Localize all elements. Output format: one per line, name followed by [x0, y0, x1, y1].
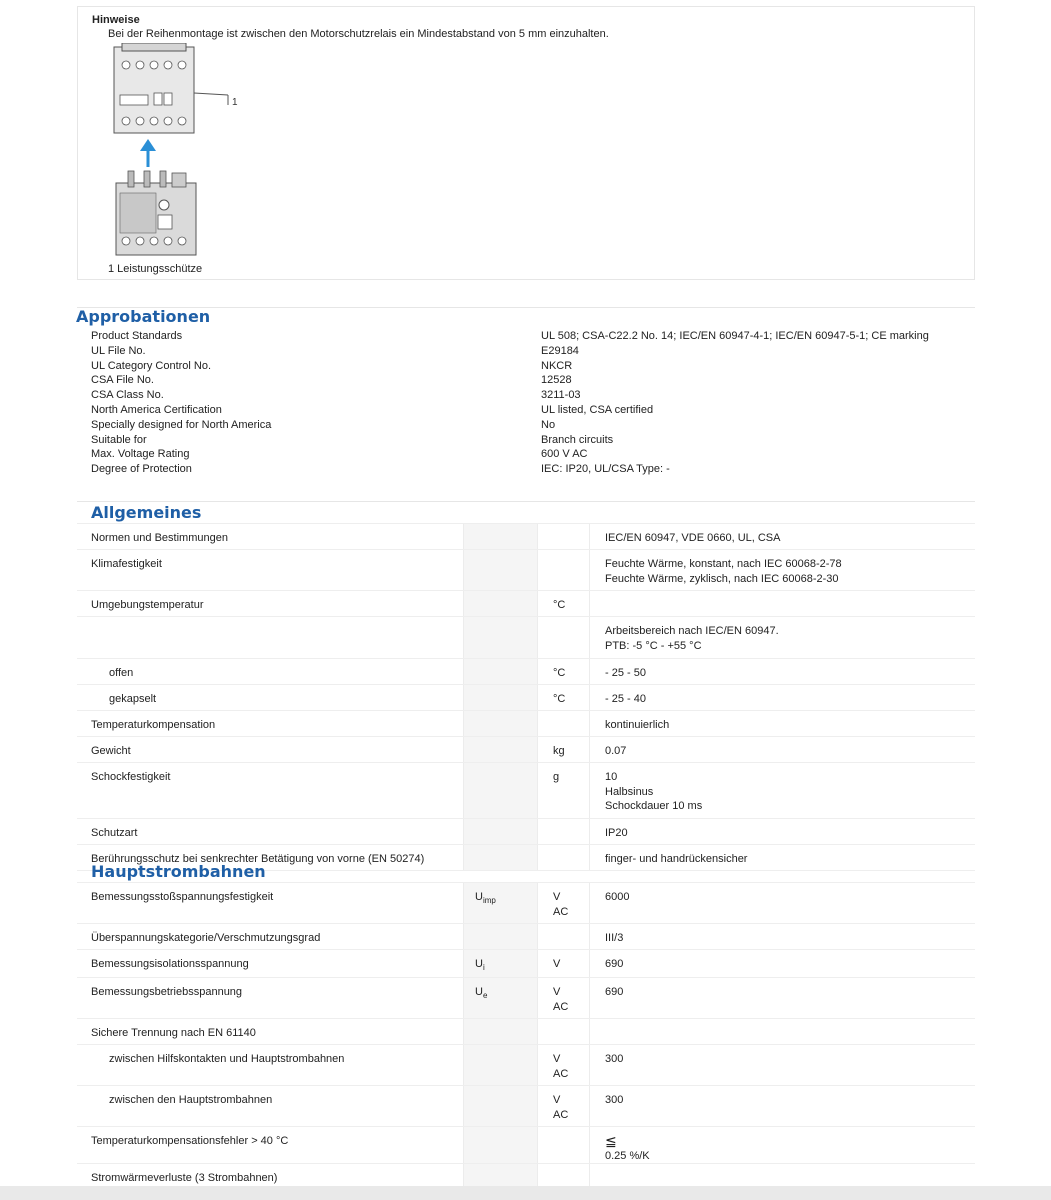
- spec-symbol: [463, 1127, 537, 1163]
- spec-label: Berührungsschutz bei senkrechter Betätigung von vorne (EN 50274): [91, 853, 425, 865]
- spec-label: Bemessungsstoßspannungsfestigkeit: [91, 891, 274, 903]
- spec-label: Schockfestigkeit: [91, 771, 171, 783]
- spec-value-line: IP20: [605, 827, 628, 839]
- mounting-diagram: [108, 43, 248, 263]
- approbation-value: Branch circuits: [541, 433, 614, 446]
- approbation-row: [91, 462, 971, 477]
- spec-symbol: [463, 845, 537, 870]
- section-divider: [77, 307, 975, 308]
- spec-label: zwischen Hilfskontakten und Hauptstrombahnen: [109, 1053, 345, 1065]
- spec-unit: [537, 883, 589, 923]
- spec-label: Gewicht: [91, 745, 131, 757]
- approbation-row: [91, 388, 971, 403]
- spec-value-line: 300: [605, 1053, 624, 1065]
- spec-value: [589, 591, 975, 616]
- spec-row: [77, 1019, 975, 1045]
- spec-row: [77, 763, 975, 819]
- approbation-value: NKCR: [541, 359, 573, 372]
- spec-value-line: III/3: [605, 932, 624, 944]
- spec-symbol: [463, 950, 537, 977]
- approbation-value: UL 508; CSA-C22.2 No. 14; IEC/EN 60947-4-1; IEC/EN 60947-5-1; CE marking: [541, 330, 929, 342]
- spec-value: [589, 924, 975, 949]
- spec-unit: [537, 711, 589, 736]
- spec-unit-line: AC: [553, 1108, 569, 1121]
- spec-unit-line: V: [553, 1094, 561, 1106]
- approbation-row: [91, 359, 971, 374]
- spec-symbol-letter: U: [475, 958, 483, 970]
- spec-unit: g: [537, 763, 589, 818]
- spec-value-line: 0.07: [605, 745, 627, 757]
- spec-value: [589, 524, 975, 549]
- spec-symbol-letter: U: [475, 986, 483, 998]
- spec-value: [589, 978, 975, 1018]
- spec-value: [589, 550, 975, 590]
- approbation-row: [91, 329, 971, 344]
- spec-value: [589, 711, 975, 736]
- spec-symbol: [463, 978, 537, 1018]
- approbation-label: UL Category Control No.: [91, 359, 212, 372]
- spec-unit: [537, 845, 589, 870]
- spec-label: Temperaturkompensation: [91, 719, 216, 731]
- spec-value-line: - 25 - 40: [605, 693, 646, 705]
- hauptstrombahnen-table: [77, 882, 975, 1190]
- approbation-label: Suitable for: [91, 433, 147, 446]
- hinweise-text: Bei der Reihenmontage ist zwischen den Motorschutzrelais ein Mindestabstand von 5 mm einzuhalten.: [108, 28, 609, 40]
- spec-unit: [537, 524, 589, 549]
- spec-row: [77, 685, 975, 711]
- spec-value: [589, 659, 975, 684]
- spec-value: [589, 883, 975, 923]
- spec-unit: [537, 617, 589, 658]
- spec-value: [589, 1086, 975, 1126]
- spec-row: [77, 591, 975, 617]
- allgemeines-title: Allgemeines: [91, 503, 202, 522]
- overload-relay-illustration: [116, 171, 196, 255]
- spec-value: [589, 685, 975, 710]
- spec-unit-line: V: [553, 986, 561, 998]
- spec-row: [77, 550, 975, 591]
- spec-symbol: [463, 591, 537, 616]
- spec-symbol-subscript: i: [482, 963, 485, 973]
- spec-label: [77, 617, 463, 658]
- hauptstrombahnen-title: Hauptstrombahnen: [91, 862, 266, 881]
- section-divider: [77, 501, 975, 502]
- spec-value-line: Schockdauer 10 ms: [605, 800, 703, 812]
- spec-label: zwischen den Hauptstrombahnen: [109, 1094, 273, 1106]
- approbation-row: [91, 373, 971, 388]
- spec-value-line: Feuchte Wärme, konstant, nach IEC 60068-2-78: [605, 558, 842, 570]
- spec-label: Klimafestigkeit: [91, 558, 162, 570]
- approbation-label: Product Standards: [91, 330, 183, 342]
- approbation-label: UL File No.: [91, 344, 146, 357]
- approbation-label: Max. Voltage Rating: [91, 448, 190, 461]
- spec-value-line: 690: [605, 986, 624, 998]
- spec-unit: °C: [537, 685, 589, 710]
- approbationen-list: [91, 329, 971, 477]
- hinweise-title: Hinweise: [92, 14, 140, 26]
- spec-symbol: [463, 1045, 537, 1085]
- figure-caption: 1 Leistungsschütze: [108, 263, 203, 275]
- spec-symbol: [463, 1086, 537, 1126]
- approbation-row: [91, 403, 971, 418]
- spec-row: [77, 1086, 975, 1127]
- approbation-label: Degree of Protection: [91, 463, 192, 476]
- spec-unit-line: V: [553, 1053, 561, 1065]
- approbation-label: North America Certification: [91, 403, 222, 416]
- spec-value: [589, 845, 975, 870]
- spec-value: [589, 1127, 975, 1163]
- spec-label: Bemessungsisolationsspannung: [91, 958, 249, 970]
- spec-row: [77, 524, 975, 550]
- spec-value: [589, 950, 975, 977]
- approbation-value: E29184: [541, 344, 579, 357]
- spec-row: [77, 924, 975, 950]
- spec-value: [589, 819, 975, 844]
- spec-row: [77, 1045, 975, 1086]
- spec-unit: [537, 1045, 589, 1085]
- spec-row: [77, 883, 975, 924]
- less-equal-icon: ≦: [605, 1133, 617, 1149]
- spec-symbol-subscript: imp: [482, 896, 496, 906]
- spec-row: [77, 659, 975, 685]
- approbation-label: CSA File No.: [91, 374, 154, 387]
- spec-label: gekapselt: [109, 693, 157, 705]
- spec-row: [77, 711, 975, 737]
- spec-unit: [537, 950, 589, 977]
- spec-label: Überspannungskategorie/Verschmutzungsgrad: [91, 932, 321, 944]
- spec-unit-line: AC: [553, 1067, 569, 1080]
- spec-label: Temperaturkompensationsfehler > 40 °C: [91, 1135, 289, 1147]
- spec-row: [77, 1127, 975, 1164]
- spec-value-line: 10: [605, 771, 618, 783]
- spec-value: [589, 617, 975, 658]
- spec-unit: °C: [537, 591, 589, 616]
- spec-row: [77, 950, 975, 978]
- approbation-row: [91, 447, 971, 462]
- spec-symbol: [463, 819, 537, 844]
- spec-value-line: PTB: -5 °C - +55 °C: [605, 639, 702, 652]
- spec-symbol: [463, 524, 537, 549]
- spec-unit: [537, 1127, 589, 1163]
- approbation-value: No: [541, 418, 556, 431]
- spec-row: [77, 819, 975, 845]
- spec-unit-line: V: [553, 958, 561, 970]
- spec-label: Stromwärmeverluste (3 Strombahnen): [91, 1172, 278, 1184]
- spec-value: [589, 763, 975, 818]
- spec-label: Normen und Bestimmungen: [91, 532, 228, 544]
- spec-symbol: [463, 659, 537, 684]
- spec-unit: [537, 1086, 589, 1126]
- approbation-value: IEC: IP20, UL/CSA Type: -: [541, 463, 670, 476]
- spec-row: [77, 978, 975, 1019]
- allgemeines-table: [77, 523, 975, 871]
- spec-value-line: Halbsinus: [605, 785, 654, 798]
- spec-value-line: kontinuierlich: [605, 719, 670, 731]
- spec-unit: °C: [537, 659, 589, 684]
- spec-value-line: IEC/EN 60947, VDE 0660, UL, CSA: [605, 532, 781, 544]
- spec-label: Umgebungstemperatur: [91, 599, 204, 611]
- approbation-label: Specially designed for North America: [91, 418, 272, 431]
- spec-symbol: [463, 883, 537, 923]
- approbationen-title: Approbationen: [76, 307, 211, 326]
- spec-label: Bemessungsbetriebsspannung: [91, 986, 243, 998]
- spec-label: offen: [109, 667, 134, 679]
- spec-symbol-subscript: e: [482, 991, 488, 1001]
- approbation-row: [91, 433, 971, 448]
- approbation-row: [91, 418, 971, 433]
- spec-value-line: Arbeitsbereich nach IEC/EN 60947.: [605, 625, 779, 637]
- figure-callout: 1: [232, 97, 238, 108]
- spec-row: [77, 617, 975, 659]
- spec-unit: [537, 550, 589, 590]
- spec-value-line: 300: [605, 1094, 624, 1106]
- spec-value: [589, 1045, 975, 1085]
- approbation-value: UL listed, CSA certified: [541, 403, 654, 416]
- spec-value-line: 0.25 %/K: [605, 1149, 650, 1162]
- spec-symbol-letter: U: [475, 891, 483, 903]
- spec-unit: [537, 978, 589, 1018]
- spec-value: [589, 737, 975, 762]
- bottom-scroll-bar: [0, 1186, 1051, 1200]
- spec-row: [77, 737, 975, 763]
- spec-symbol: [463, 1019, 537, 1044]
- spec-unit-line: V: [553, 891, 561, 903]
- spec-symbol: [463, 737, 537, 762]
- spec-symbol: [463, 711, 537, 736]
- spec-unit-line: AC: [553, 1000, 569, 1013]
- approbation-value: 600 V AC: [541, 448, 588, 461]
- contactor-illustration: [114, 43, 228, 133]
- spec-value-line: 690: [605, 958, 624, 970]
- spec-unit: [537, 924, 589, 949]
- approbation-value: 12528: [541, 374, 572, 387]
- spec-symbol: [463, 924, 537, 949]
- spec-value: [589, 1019, 975, 1044]
- spec-value-line: Feuchte Wärme, zyklisch, nach IEC 60068-2-30: [605, 572, 839, 585]
- spec-label: Schutzart: [91, 827, 138, 839]
- approbation-row: [91, 344, 971, 359]
- spec-symbol: [463, 617, 537, 658]
- hinweise-box: [77, 6, 975, 280]
- spec-value-line: 6000: [605, 891, 630, 903]
- spec-symbol: [463, 685, 537, 710]
- spec-symbol: [463, 763, 537, 818]
- spec-label: Sichere Trennung nach EN 61140: [91, 1027, 256, 1039]
- spec-value-line: finger- und handrückensicher: [605, 853, 748, 865]
- arrow-up-icon: [140, 139, 156, 167]
- spec-unit: kg: [537, 737, 589, 762]
- spec-value-line: - 25 - 50: [605, 667, 646, 679]
- spec-unit-line: AC: [553, 905, 569, 918]
- spec-unit: [537, 819, 589, 844]
- approbation-label: CSA Class No.: [91, 389, 164, 402]
- approbation-value: 3211-03: [541, 389, 581, 402]
- spec-symbol: [463, 550, 537, 590]
- spec-unit: [537, 1019, 589, 1044]
